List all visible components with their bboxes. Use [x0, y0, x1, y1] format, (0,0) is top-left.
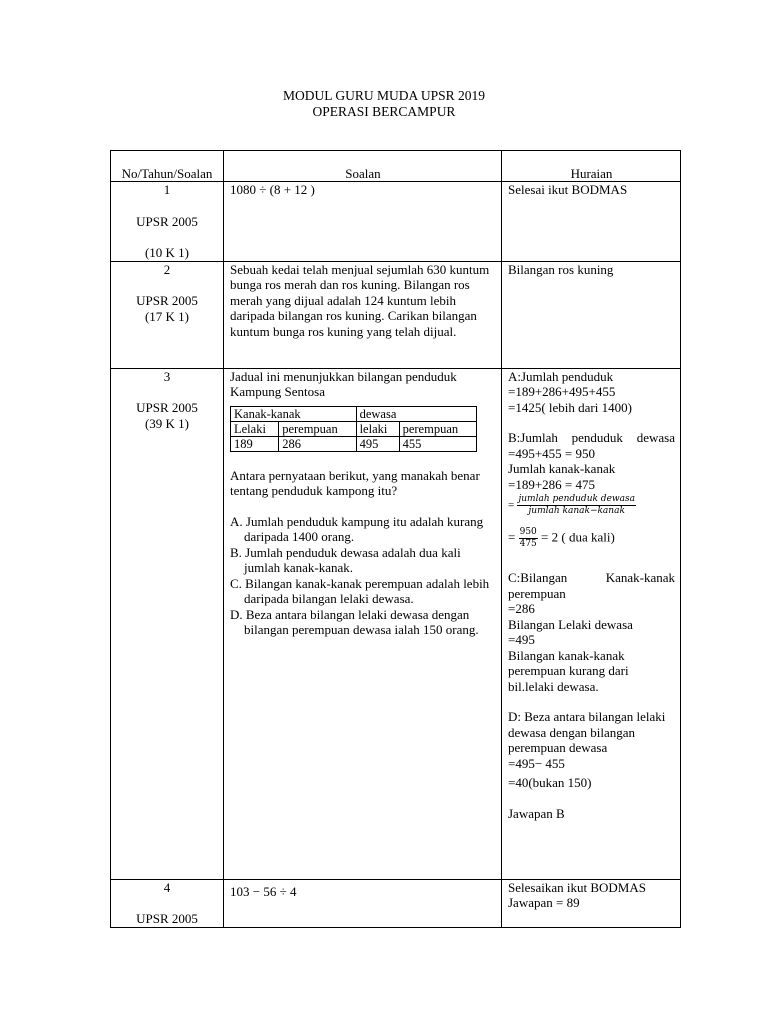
value-cell: 189: [231, 436, 279, 451]
answer-line: C:Bilangan Kanak-kanak perempuan: [508, 570, 675, 601]
answer-line: =1425( lebih dari 1400): [508, 399, 632, 415]
row-year: UPSR 2005: [136, 911, 198, 926]
answer-line: =495: [508, 632, 535, 647]
fraction-numerator: jumlah penduduk dewasa: [518, 494, 635, 504]
document-title: MODUL GURU MUDA UPSR 2019: [282, 88, 486, 103]
value-cell: 286: [279, 436, 356, 451]
answer-cell: [502, 182, 681, 262]
row-year: UPSR 2005: [136, 293, 198, 308]
row-number: 3: [163, 368, 171, 384]
fraction-word: [517, 494, 635, 517]
population-group-header-row: [231, 406, 477, 421]
question-stem: Antara pernyataan berikut, yang manakah benar tentang penduduk kampong itu?: [230, 467, 480, 498]
option-d: D. Beza antara bilangan lelaki dewasa dengan bilangan perempuan dewasa ialah 150 orang.: [230, 606, 479, 637]
fraction-numerator: 950: [519, 527, 537, 537]
row-year: UPSR 2005: [136, 400, 198, 415]
question-cell: [224, 261, 502, 368]
answer-line: Bilangan Lelaki dewasa: [508, 616, 633, 632]
column-header-huraian: Huraian: [502, 151, 681, 182]
option-a: A. Jumlah penduduk kampung itu adalah kurang daripada 1400 orang.: [230, 513, 484, 544]
fraction-line: = $\frac{\text{jumlah penduduk dewasa}}{\text{jumlah kanak−kanak}}$: [508, 494, 635, 516]
row-code: (10 K 1): [144, 245, 190, 260]
subheader-cell: Lelaki: [231, 421, 279, 436]
population-subheader-row: [231, 421, 477, 436]
answer-line: = 2 ( dua kali): [541, 529, 615, 545]
table-row: [111, 368, 681, 879]
row-number-cell: [111, 368, 224, 879]
answer-text: Selesai ikut BODMAS: [508, 182, 628, 197]
row-number: 2: [163, 261, 171, 277]
answer-line: =189+286+495+455: [508, 384, 616, 399]
row-number: 1: [163, 182, 171, 197]
answer-text: Bilangan ros kuning: [508, 261, 614, 277]
table-row: [111, 879, 681, 927]
row-number-cell: [111, 182, 224, 262]
fraction-number: [519, 527, 538, 550]
population-table: [230, 406, 477, 452]
row-code: (17 K 1): [144, 308, 190, 324]
answer-line: =286: [508, 601, 535, 616]
question-text: Sebuah kedai telah menjual sejumlah 630 kuntum bunga ros merah dan ros kuning. Bilangan ros merah yang dijual adalah 124 kuntum lebih daripada bilangan ros kuning. Carikan bilangan kuntum bunga ros kuning yang telah dijual.: [230, 261, 490, 339]
answer-line: =189+286 = 475: [508, 476, 595, 492]
option-b: B. Jumlah penduduk dewasa adalah dua kali jumlah kanak-kanak.: [230, 544, 461, 575]
answer-cell: [502, 368, 681, 879]
answer-line: A:Jumlah penduduk: [508, 368, 614, 384]
question-cell: [224, 182, 502, 262]
row-number-cell: [111, 879, 224, 927]
question-cell: [224, 368, 502, 879]
option-c: C. Bilangan kanak-kanak perempuan adalah lebih daripada bilangan lelaki dewasa.: [230, 575, 490, 606]
answer-line: =495− 455: [508, 755, 565, 771]
answer-cell: [502, 261, 681, 368]
answer-line: Jumlah kanak-kanak: [508, 461, 616, 476]
question-text: 103 − 56 ÷ 4: [230, 883, 297, 899]
population-values-row: [231, 436, 477, 451]
row-year: UPSR 2005: [136, 213, 198, 229]
column-header-soalan: Soalan: [224, 151, 502, 182]
question-cell: [224, 879, 502, 927]
answer-line: =40(bukan 150): [508, 775, 592, 790]
fraction-denominator: jumlah kanak−kanak: [528, 506, 625, 516]
answer-text: Selesaikan ikut BODMAS: [508, 879, 646, 895]
answer-text: Jawapan = 89: [508, 895, 580, 910]
value-cell: 455: [399, 436, 476, 451]
table-row: [111, 182, 681, 262]
value-cell: 495: [356, 436, 399, 451]
question-table: [110, 150, 681, 928]
table-header-row: [111, 151, 681, 182]
fraction-result-line: = $\frac{950}{475}$ = 2 ( dua kali): [508, 527, 615, 549]
answer-line: B:Jumlah penduduk dewasa: [508, 430, 675, 445]
row-code: (39 K 1): [144, 415, 190, 431]
column-header-no: No/Tahun/Soalan: [111, 151, 224, 182]
subheader-cell: lelaki: [356, 421, 399, 436]
subheader-cell: perempuan: [399, 421, 476, 436]
row-number-cell: [111, 261, 224, 368]
answer-line: =495+455 = 950: [508, 445, 595, 461]
answer-cell: [502, 879, 681, 927]
answer-line: D: Beza antara bilangan lelaki dewasa dengan bilangan perempuan dewasa: [508, 709, 666, 755]
group-header-adults: dewasa: [356, 406, 476, 421]
table-row: [111, 261, 681, 368]
final-answer: Jawapan B: [508, 805, 565, 821]
answer-line: Bilangan kanak-kanak perempuan kurang dari bil.lelaki dewasa.: [508, 647, 629, 694]
row-number: 4: [163, 879, 171, 895]
group-header-children: Kanak-kanak: [231, 406, 357, 421]
subheader-cell: perempuan: [279, 421, 356, 436]
document-subtitle: OPERASI BERCAMPUR: [312, 104, 456, 119]
question-text: 1080 ÷ (8 + 12 ): [230, 182, 315, 197]
fraction-denominator: 475: [519, 539, 537, 549]
question-intro: Jadual ini menunjukkan bilangan penduduk Kampung Sentosa: [230, 368, 457, 399]
